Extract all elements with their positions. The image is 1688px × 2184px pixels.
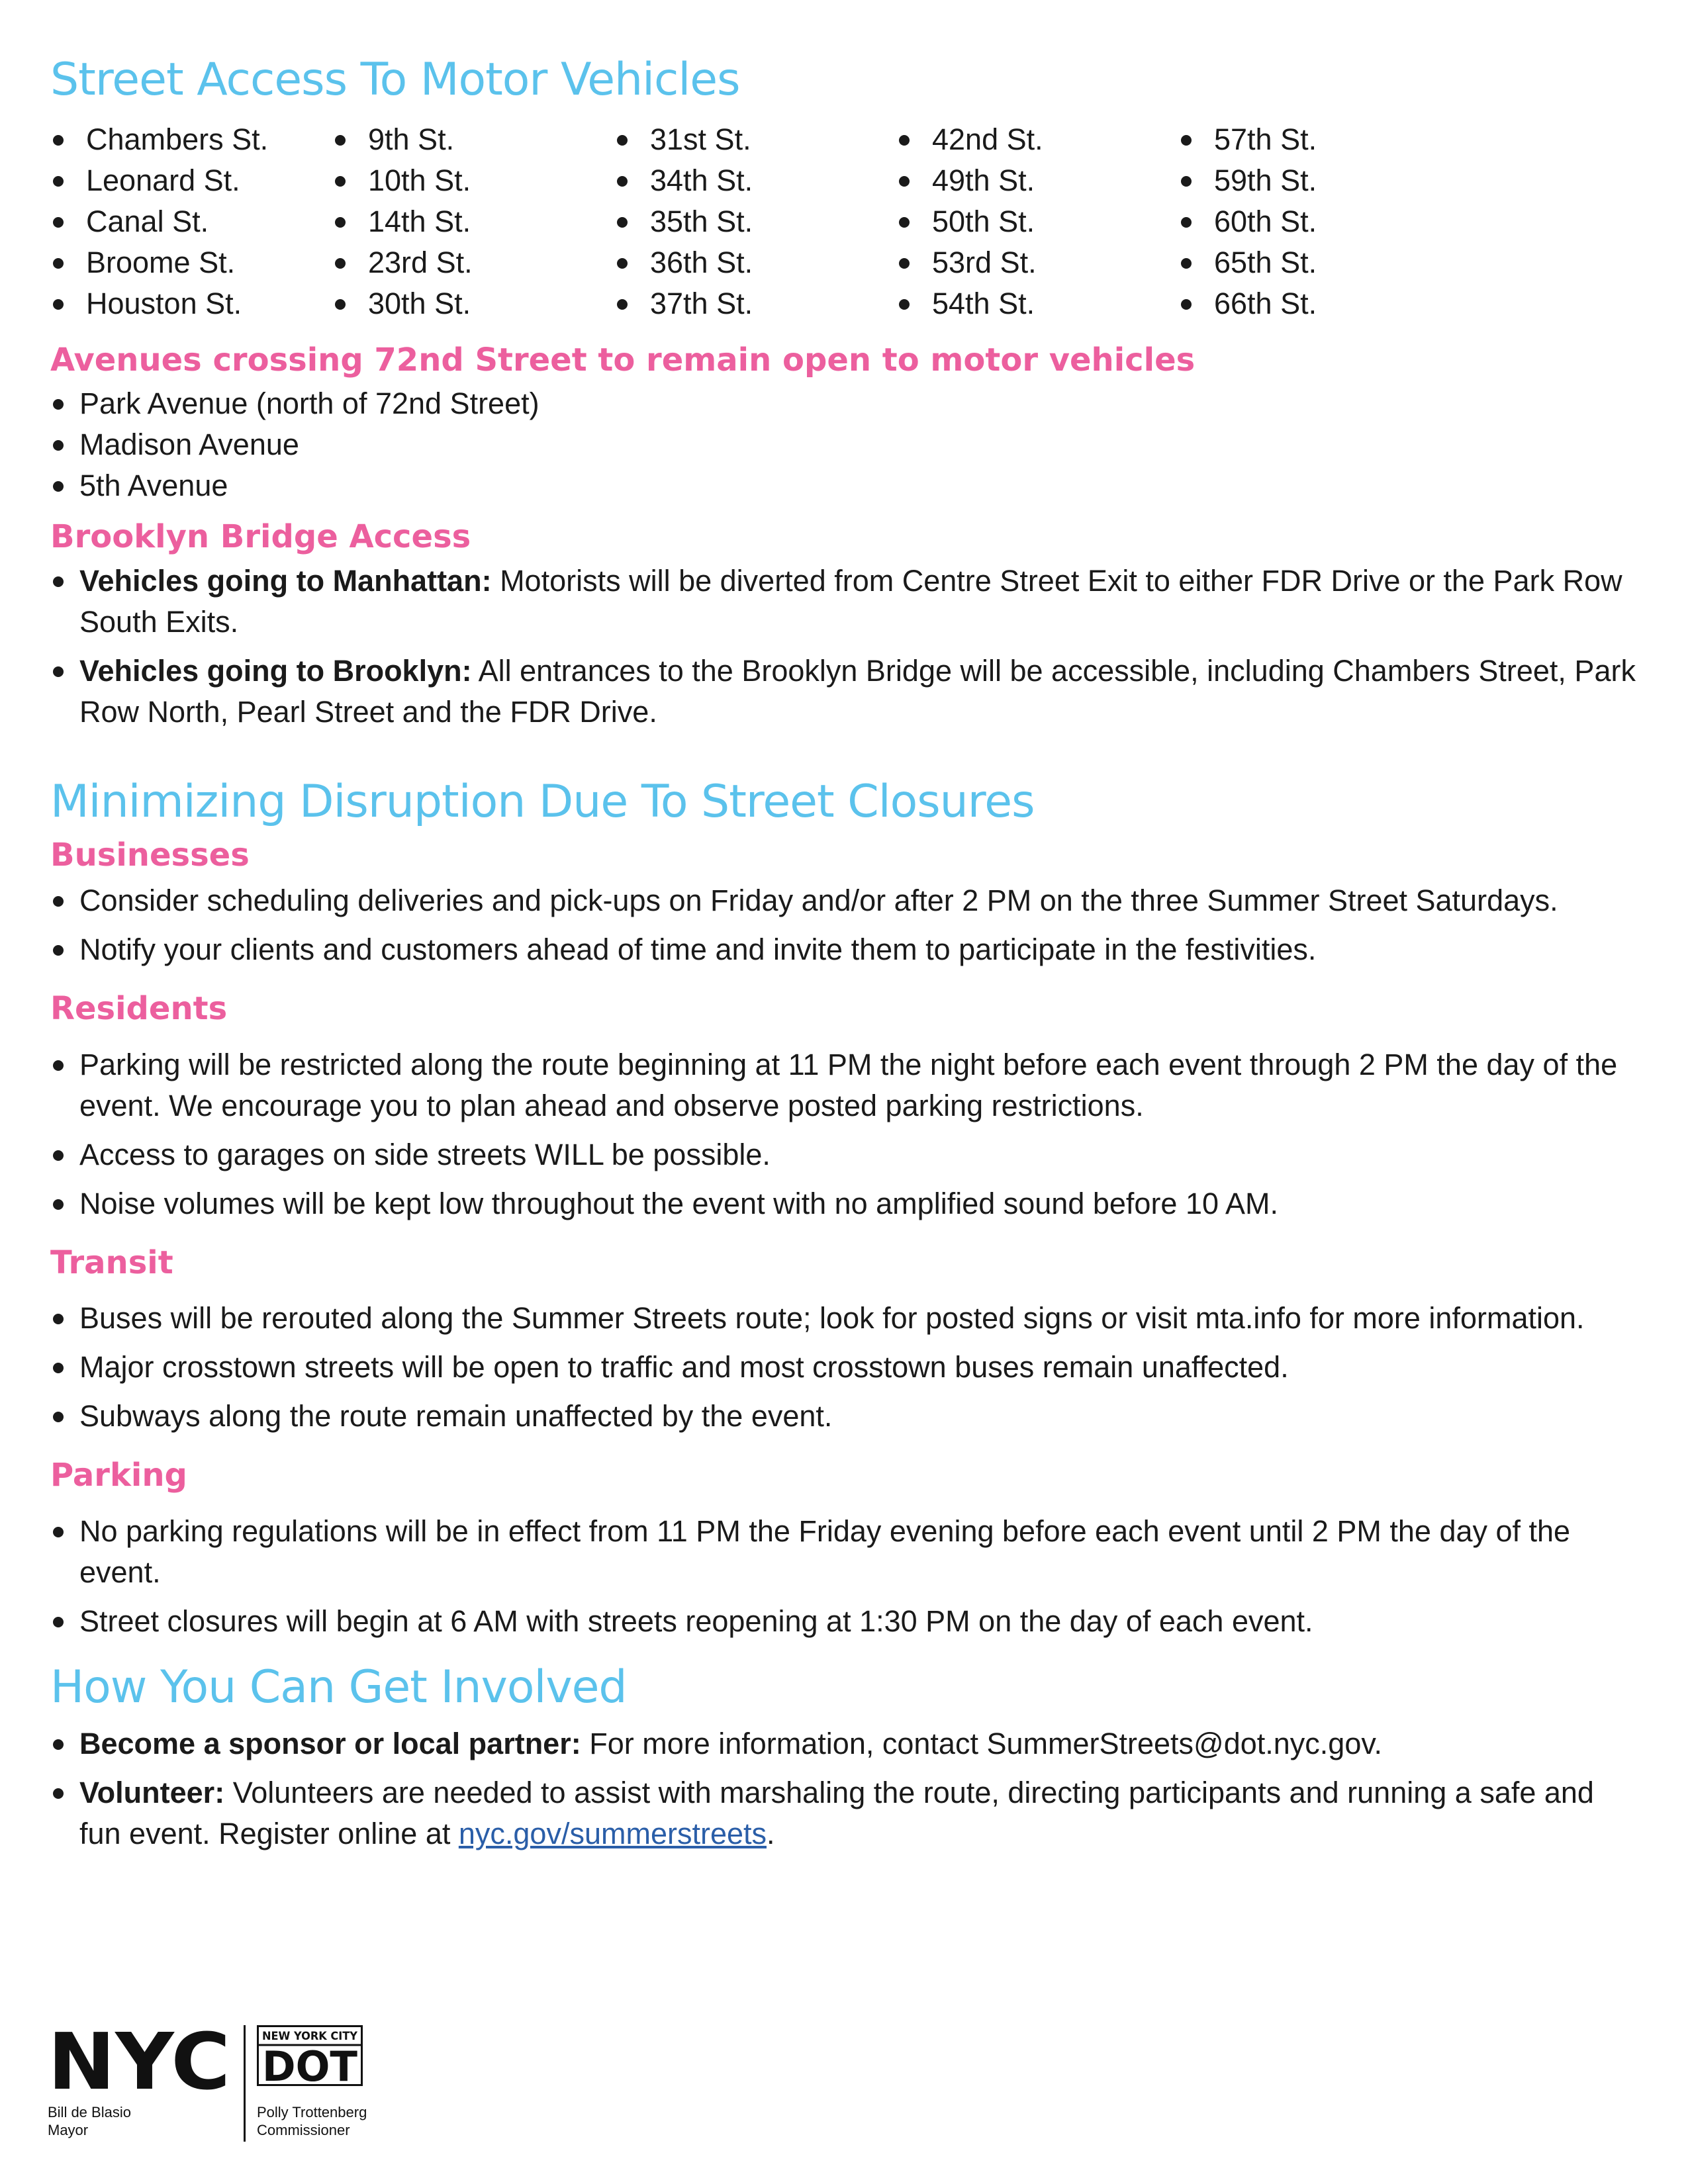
residents-list	[50, 1044, 1639, 1224]
list-item: Buses will be rerouted along the Summer Streets route; look for posted signs or visit mta.info for more information.	[50, 1298, 1639, 1339]
bridge-list	[50, 561, 1639, 733]
street-item: Broome St.	[50, 242, 332, 283]
bridge-item-text: Motorists will be diverted from Centre Street Exit to either FDR Drive or the Park Row South Exits.	[79, 563, 1622, 639]
bridge-item-brooklyn	[50, 651, 1639, 733]
avenue-item: 5th Avenue	[50, 465, 1639, 506]
footer	[48, 2025, 418, 2144]
avenues-heading: Avenues crossing 72nd Street to remain open to motor vehicles	[50, 341, 1196, 379]
street-item: 59th St.	[1178, 160, 1460, 201]
street-item: 35th St.	[614, 201, 896, 242]
street-item: 9th St.	[332, 119, 614, 160]
street-item: 50th St.	[896, 201, 1178, 242]
street-item: 65th St.	[1178, 242, 1460, 283]
volunteer-end: .	[767, 1817, 775, 1851]
street-column-4	[896, 119, 1178, 324]
list-item: Notify your clients and customers ahead of time and invite them to participate in the festivities.	[50, 929, 1639, 970]
list-item: Street closures will begin at 6 AM with streets reopening at 1:30 PM on the day of each event.	[50, 1601, 1639, 1642]
list-item: Major crosstown streets will be open to traffic and most crosstown buses remain unaffected.	[50, 1347, 1639, 1388]
section-title-street-access: Street Access To Motor Vehicles	[50, 54, 740, 106]
street-item: 23rd St.	[332, 242, 614, 283]
section-title-disruption: Minimizing Disruption Due To Street Closures	[50, 775, 1035, 828]
svg-text:DOT: DOT	[262, 2042, 357, 2086]
list-item: Subways along the route remain unaffected by the event.	[50, 1396, 1639, 1437]
street-item: 42nd St.	[896, 119, 1178, 160]
section-title-get-involved: How You Can Get Involved	[50, 1661, 627, 1713]
svg-text:NYC: NYC	[48, 2025, 230, 2098]
volunteer-lead: Volunteer:	[79, 1776, 225, 1810]
street-item: 54th St.	[896, 283, 1178, 324]
flyer-page	[50, 53, 1639, 1854]
list-item: Access to garages on side streets WILL be possible.	[50, 1134, 1639, 1175]
list-item: Noise volumes will be kept low throughout the event with no amplified sound before 10 AM.	[50, 1183, 1639, 1224]
sponsor-text: For more information, contact SummerStreets@dot.nyc.gov.	[581, 1727, 1383, 1761]
bridge-item-manhattan	[50, 561, 1639, 643]
transit-list	[50, 1298, 1639, 1437]
street-item: 31st St.	[614, 119, 896, 160]
businesses-heading: Businesses	[50, 837, 250, 874]
avenue-item: Park Avenue (north of 72nd Street)	[50, 383, 1639, 424]
street-item: 49th St.	[896, 160, 1178, 201]
street-column-1	[50, 119, 332, 324]
parking-heading: Parking	[50, 1457, 187, 1494]
street-item: 34th St.	[614, 160, 896, 201]
bridge-item-lead: Vehicles going to Brooklyn:	[79, 653, 472, 688]
bridge-heading: Brooklyn Bridge Access	[50, 518, 471, 556]
street-item: Canal St.	[50, 201, 332, 242]
mayor-title: Mayor	[48, 2122, 89, 2138]
street-item: 30th St.	[332, 283, 614, 324]
street-column-5	[1178, 119, 1460, 324]
commissioner-name: Polly Trottenberg	[257, 2104, 367, 2120]
street-column-3	[614, 119, 896, 324]
mayor-caption	[48, 2103, 131, 2139]
commissioner-title: Commissioner	[257, 2122, 350, 2138]
summerstreets-link[interactable]: nyc.gov/summerstreets	[458, 1817, 767, 1851]
avenues-list	[50, 383, 1639, 506]
commissioner-caption	[257, 2103, 367, 2139]
street-item: Houston St.	[50, 283, 332, 324]
street-item: 53rd St.	[896, 242, 1178, 283]
street-item: 14th St.	[332, 201, 614, 242]
list-item: Consider scheduling deliveries and pick-ups on Friday and/or after 2 PM on the three Summer Street Saturdays.	[50, 880, 1639, 921]
sponsor-lead: Become a sponsor or local partner:	[79, 1727, 581, 1761]
mayor-name: Bill de Blasio	[48, 2104, 131, 2120]
street-item: Chambers St.	[50, 119, 332, 160]
volunteer-text: Volunteers are needed to assist with marshaling the route, directing participants and running a safe and fun event. Register online at	[79, 1776, 1594, 1851]
street-column-2	[332, 119, 614, 324]
avenue-item: Madison Avenue	[50, 424, 1639, 465]
list-item: Parking will be restricted along the route beginning at 11 PM the night before each event through 2 PM the day of the event. We encourage you to plan ahead and observe posted parking restrictions.	[50, 1044, 1639, 1126]
nyc-logo	[48, 2025, 233, 2098]
businesses-list	[50, 880, 1639, 970]
list-item: No parking regulations will be in effect from 11 PM the Friday evening before each event until 2 PM the day of the event.	[50, 1511, 1639, 1593]
svg-text:NEW YORK CITY: NEW YORK CITY	[262, 2030, 358, 2043]
street-item: 57th St.	[1178, 119, 1460, 160]
street-item: 66th St.	[1178, 283, 1460, 324]
residents-heading: Residents	[50, 989, 228, 1027]
involved-list	[50, 1723, 1639, 1854]
parking-list	[50, 1511, 1639, 1642]
street-list	[50, 119, 1639, 324]
footer-divider	[244, 2025, 246, 2142]
street-item: Leonard St.	[50, 160, 332, 201]
transit-heading: Transit	[50, 1244, 173, 1281]
volunteer-item	[50, 1772, 1639, 1854]
street-item: 36th St.	[614, 242, 896, 283]
street-item: 10th St.	[332, 160, 614, 201]
street-item: 60th St.	[1178, 201, 1460, 242]
street-item: 37th St.	[614, 283, 896, 324]
sponsor-item	[50, 1723, 1639, 1764]
bridge-item-text: All entrances to the Brooklyn Bridge will be accessible, including Chambers Street, Park Row North, Pearl Street and the FDR Drive.	[79, 653, 1636, 729]
bridge-item-lead: Vehicles going to Manhattan:	[79, 563, 492, 598]
dot-logo	[257, 2025, 363, 2086]
